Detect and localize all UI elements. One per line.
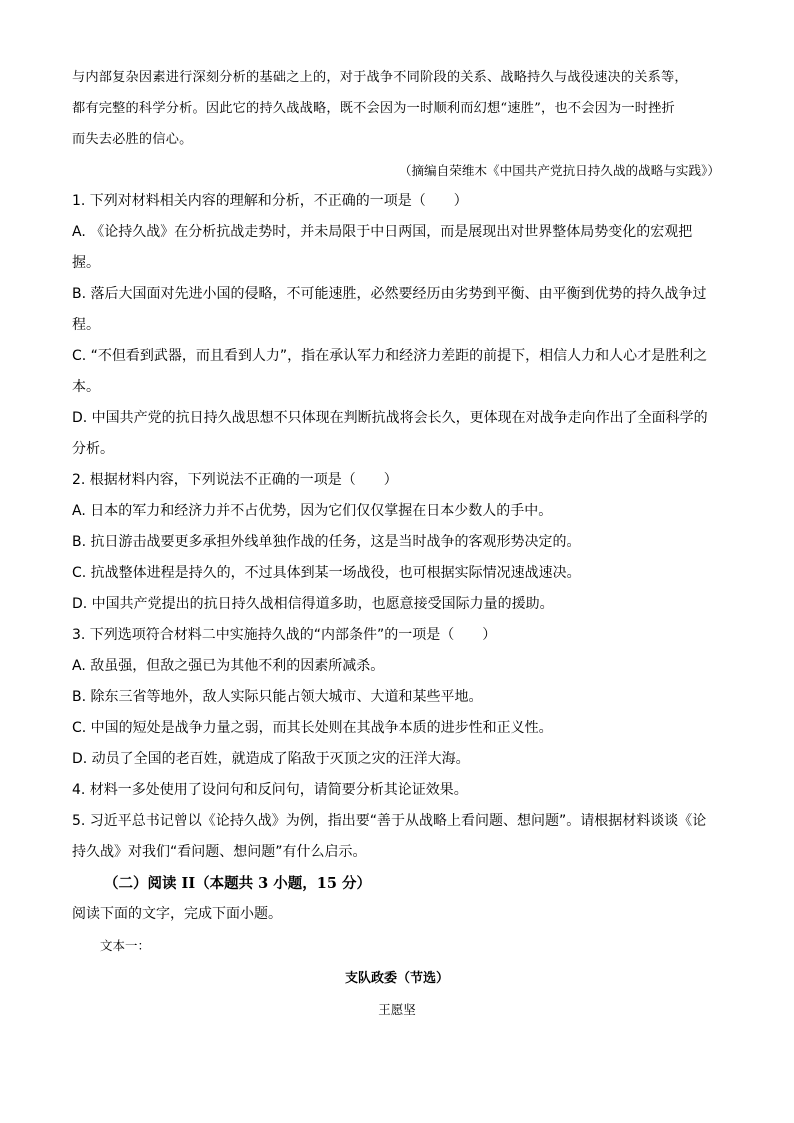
- question-1-option-a-cont: 握。: [72, 255, 100, 271]
- passage-excerpt: [72, 62, 722, 186]
- passage-line-2: 都有完整的科学分析。因此它的持久战战略，既不会因为一时顺利而幻想“速胜”，也不会因为一时挫折: [72, 101, 675, 116]
- question-3-stem: 3. 下列选项符合材料二中实施持久战的“内部条件”的一项是（ ）: [72, 627, 497, 643]
- section-heading: （二）阅读 II（本题共 3 小题，15 分）: [104, 875, 372, 892]
- question-1-option-a: A. 《论持久战》在分析抗战走势时，并未局限于中日两国，而是展现出对世界整体局势变化的宏观把: [72, 224, 693, 240]
- question-2-option-d: D. 中国共产党提出的抗日持久战相信得道多助，也愿意接受国际力量的援助。: [72, 596, 554, 612]
- question-2-option-c: C. 抗战整体进程是持久的，不过具体到某一场战役，也可根据实际情况速战速决。: [72, 565, 581, 581]
- question-1-option-c-cont: 本。: [72, 379, 100, 395]
- passage-line-3: 而失去必胜的信心。: [72, 132, 193, 147]
- question-3-option-a: A. 敌虽强，但敌之强已为其他不利的因素所减杀。: [72, 658, 385, 674]
- question-3-option-d: D. 动员了全国的老百姓，就造成了陷敌于灭顶之灾的汪洋大海。: [72, 751, 470, 767]
- question-1-option-d-cont: 分析。: [72, 441, 114, 457]
- question-5-stem: 5. 习近平总书记曾以《论持久战》为例，指出要“善于从战略上看问题、想问题”。请根据材料谈谈《论: [72, 813, 707, 829]
- question-2-stem: 2. 根据材料内容，下列说法不正确的一项是（ ）: [72, 472, 398, 488]
- passage-source: （摘编自荣维木《中国共产党抗日持久战的战略与实践》）: [398, 163, 720, 178]
- reading-section-2: [72, 868, 722, 1025]
- question-list: [72, 186, 722, 868]
- text-one-label: 文本一：: [100, 938, 151, 953]
- question-1-option-b: B. 落后大国面对先进小国的侵略，不可能速胜，必然要经历由劣势到平衡、由平衡到优势的持久战争过: [72, 286, 707, 302]
- question-1-option-b-cont: 程。: [72, 317, 100, 333]
- question-2-option-b: B. 抗日游击战要更多承担外线单独作战的任务，这是当时战争的客观形势决定的。: [72, 534, 581, 550]
- question-1-option-c: C. “不但看到武器，而且看到人力”，指在承认军力和经济力差距的前提下，相信人力和人心才是胜利之: [72, 348, 708, 364]
- question-2-option-a: A. 日本的军力和经济力并不占优势，因为它们仅仅掌握在日本少数人的手中。: [72, 503, 553, 519]
- question-5-stem-cont: 持久战》对我们“看问题、想问题”有什么启示。: [72, 844, 367, 860]
- exam-page: [72, 62, 722, 1025]
- section-instruction: 阅读下面的文字，完成下面小题。: [72, 906, 282, 922]
- question-3-option-c: C. 中国的短处是战争力量之弱，而其长处则在其战争本质的进步性和正义性。: [72, 720, 553, 736]
- article-author: 王愿坚: [378, 1002, 416, 1017]
- question-4-stem: 4. 材料一多处使用了设问句和反问句，请简要分析其论证效果。: [72, 782, 468, 798]
- question-1-option-d: D. 中国共产党的抗日持久战思想不只体现在判断抗战将会长久，更体现在对战争走向作出了全面科学的: [72, 410, 708, 426]
- article-title: 支队政委（节选）: [344, 971, 449, 986]
- passage-line-1: 与内部复杂因素进行深刻分析的基础之上的，对于战争不同阶段的关系、战略持久与战役速决的关系等，: [72, 70, 688, 85]
- question-1-stem: 1. 下列对材料相关内容的理解和分析，不正确的一项是（ ）: [72, 193, 468, 209]
- question-3-option-b: B. 除东三省等地外，敌人实际只能占领大城市、大道和某些平地。: [72, 689, 483, 705]
